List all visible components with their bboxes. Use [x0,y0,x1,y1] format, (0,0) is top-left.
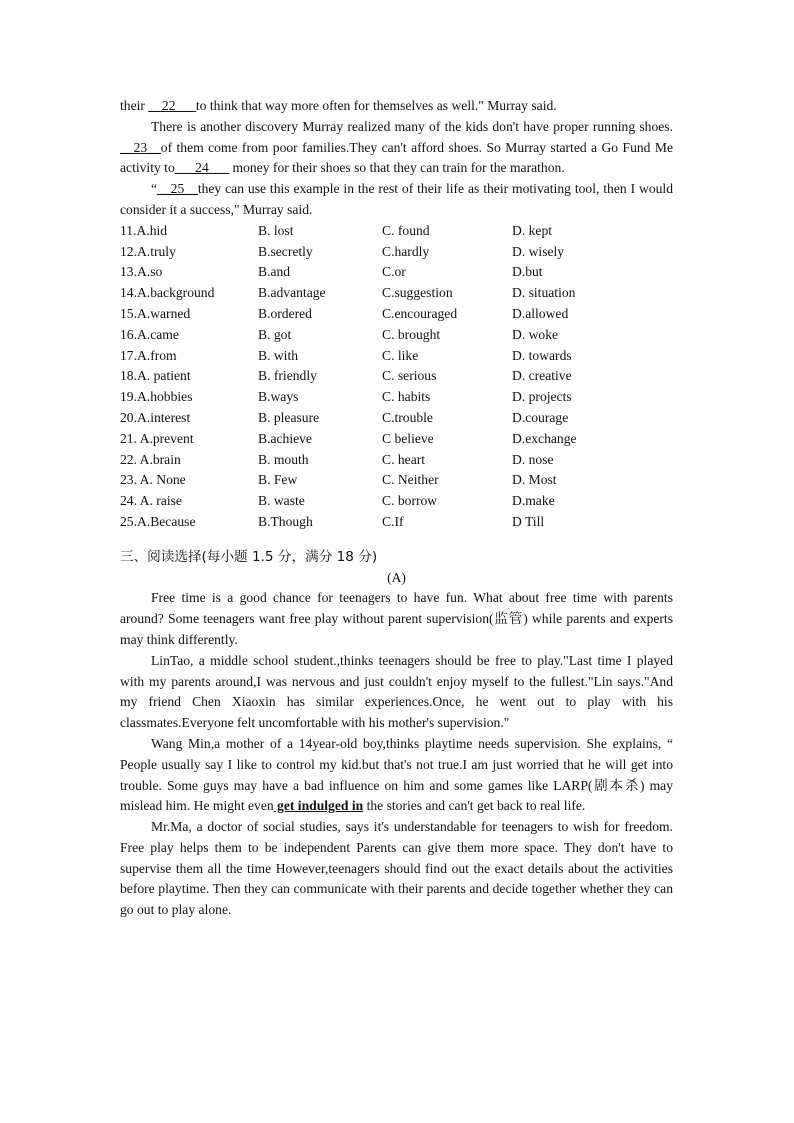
option-d: D.exchange [512,430,577,446]
option-b: B. got [258,326,292,342]
option-b: B. waste [258,493,305,509]
text-run: “ [151,181,158,197]
option-d: D. wisely [512,243,565,259]
option-a: 20.A.interest [120,409,191,425]
option-c: C. borrow [382,493,438,509]
option-a: 23. A. None [120,472,186,488]
option-row [120,512,673,533]
option-c: C. serious [382,368,437,384]
cloze-paragraph-3 [120,179,673,221]
option-c: C. found [382,222,430,238]
text-run: the stories and can't get back to real life. [363,798,586,814]
section-title: 三、阅读选择(每小题 1.5 分，满分 18 分) [120,548,378,565]
text-run: money for their shoes so that they can train for the marathon. [229,160,565,176]
option-row [120,366,673,387]
option-a: 14.A.background [120,285,215,301]
passage-label: (A) [387,569,406,585]
exam-page [120,96,673,921]
option-row [120,429,673,450]
passage-paragraph-3 [120,734,673,817]
option-c: C. brought [382,326,441,342]
option-c: C.If [382,513,404,529]
option-a: 18.A. patient [120,368,191,384]
option-a: 19.A.hobbies [120,389,193,405]
option-a: 24. A. raise [120,493,182,509]
blank-22: __22___ [148,98,196,113]
option-d: D.but [512,264,543,280]
option-c: C.hardly [382,243,430,259]
option-c: C.or [382,264,406,280]
option-c: C.trouble [382,409,433,425]
option-d: D. projects [512,389,572,405]
blank-25: __25__ [157,181,198,197]
text-run: There is another discovery Murray realized many of the kids don't have proper running shoes. [151,118,673,134]
text-run: their [120,98,149,113]
option-row [120,325,673,346]
option-row [120,283,673,304]
option-d: D. Most [512,472,557,488]
option-b: B. Few [258,472,298,488]
passage-paragraph-4: Mr.Ma, a doctor of social studies, says it's understandable for teenagers to wish for freedom. Free play helps them to be independent Parents can give them more space. They don't have to supervise them all the time However,teenagers should find out the exact details about the activities before playtime. Then they can communicate with their parents and decide together whether they can go out to play alone. [120,819,673,918]
text-run: Wang Min,a mother of a 14year-old boy,thinks playtime needs supervision. She explains, “ People usually say I like to control my kid.but that's not true.I am just worried that he will get into trouble. Some guys may have a bad influence on him and some games like LARP(剧本杀) may mislead him. He might even [120,735,673,814]
option-a: 17.A.from [120,347,177,363]
option-c: C believe [382,430,434,446]
option-a: 12.A.truly [120,243,176,259]
option-d: D. creative [512,368,572,384]
option-b: B. mouth [258,451,309,467]
option-b: B. with [258,347,299,363]
option-a: 16.A.came [120,326,179,342]
option-c: C. like [382,347,419,363]
option-d: D. kept [512,222,553,238]
option-d: D.make [512,493,555,509]
passage-paragraph-1: Free time is a good chance for teenagers to have fun. What about free time with parents around? Some teenagers want free play without parent supervision(监管) while parents and experts may think differently. [120,590,673,647]
option-d: D.courage [512,409,569,425]
option-c: C. heart [382,451,426,467]
passage-paragraph-2: LinTao, a middle school student.,thinks teenagers should be free to play."Last time I played with my parents around,I was nervous and just couldn't enjoy myself to the fullest."Lin says."And my friend Chen Xiaoxin has similar experiences.Once, he went out to play with his classmates.Everyone felt uncomfortable with his mother's supervision." [120,652,673,731]
option-d: D.allowed [512,305,569,321]
option-d: D Till [512,513,545,529]
cloze-paragraph-1 [120,96,673,117]
option-row [120,470,673,491]
option-d: D. nose [512,451,554,467]
option-b: B.secretly [258,243,313,259]
option-c: C. Neither [382,472,439,488]
option-d: D. situation [512,285,576,301]
option-row [120,304,673,325]
option-row [120,387,673,408]
option-row [120,242,673,263]
option-row [120,346,673,367]
option-d: D. towards [512,347,572,363]
blank-24: ___24___ [174,160,230,176]
text-run: of them come from poor families.They can't afford shoes. So Murray started a Go Fund Me activity to [120,139,673,176]
option-c: C.encouraged [382,305,458,321]
option-row [120,221,673,242]
option-a: 15.A.warned [120,305,191,321]
option-c: C.suggestion [382,285,453,301]
option-b: B.and [258,264,291,280]
option-b: B.achieve [258,430,312,446]
option-b: B. pleasure [258,409,320,425]
option-row [120,491,673,512]
option-b: B.ways [258,389,299,405]
option-a: 22. A.brain [120,451,181,467]
option-row [120,450,673,471]
options-list [120,221,673,533]
option-a: 25.A.Because [120,513,196,529]
option-a: 21. A.prevent [120,430,194,446]
option-a: 11.A.hid [120,222,168,238]
option-b: B.advantage [258,285,326,301]
underlined-phrase: get indulged in [273,798,364,814]
blank-23: __23__ [120,139,161,155]
text-run: to think that way more often for themselves as well." Murray said. [195,98,557,113]
option-b: B. lost [258,222,294,238]
option-b: B.ordered [258,305,312,321]
option-c: C. habits [382,389,431,405]
option-row [120,408,673,429]
option-d: D. woke [512,326,559,342]
cloze-paragraph-2 [120,117,673,179]
option-a: 13.A.so [120,264,163,280]
option-row [120,262,673,283]
option-b: B. friendly [258,368,317,384]
text-run: they can use this example in the rest of their life as their motivating tool, then I would consider it a success," Murray said. [120,181,673,217]
option-b: B.Though [258,513,313,529]
